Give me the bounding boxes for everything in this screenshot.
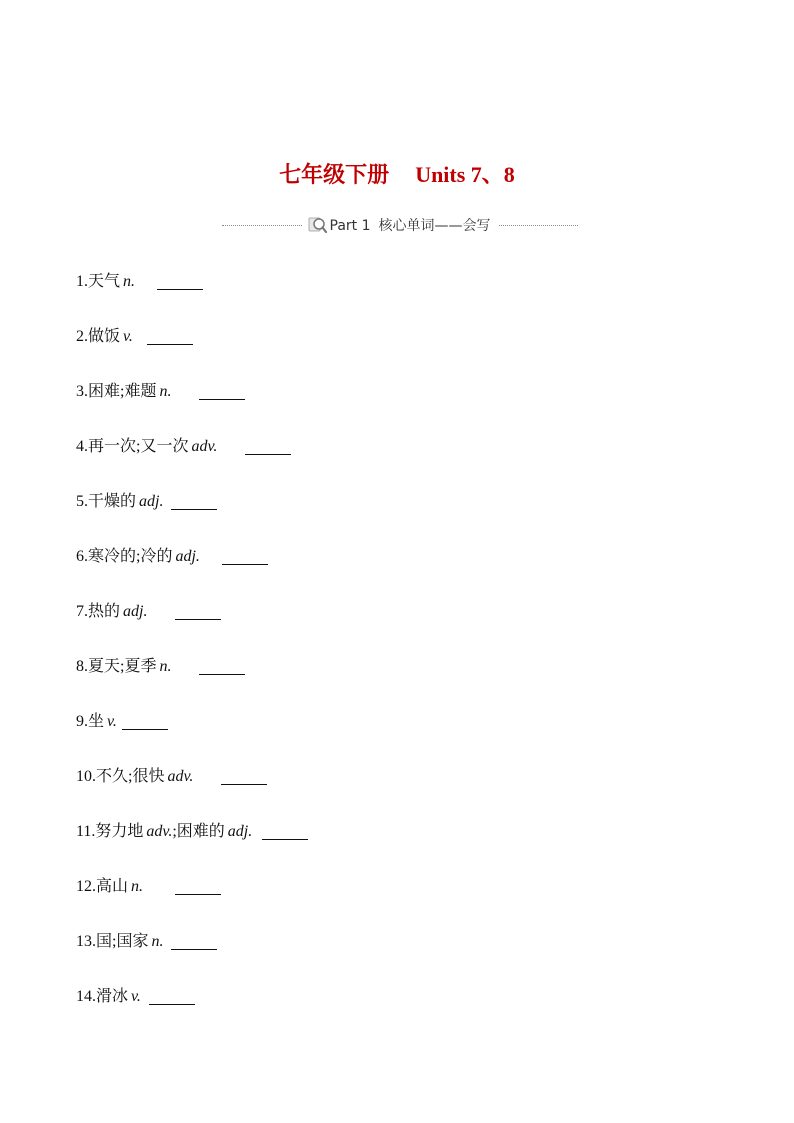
question-number: 12. (76, 878, 96, 895)
answer-blank[interactable] (175, 605, 221, 620)
question-item (76, 271, 203, 293)
answer-blank[interactable] (199, 660, 245, 675)
question-text: 寒冷的;冷的 (88, 548, 173, 565)
magnifier-icon (306, 214, 328, 236)
part-of-speech: n. (159, 383, 172, 400)
question-text: 做饭 (88, 328, 121, 345)
question-item (76, 656, 245, 678)
question-item (76, 436, 291, 458)
question-item (76, 986, 195, 1008)
divider-right (499, 225, 579, 226)
question-item (76, 491, 217, 513)
question-number: 1. (76, 273, 88, 290)
question-text: 坐 (88, 713, 105, 730)
part-of-speech: adv. (191, 438, 218, 455)
question-item (76, 766, 267, 788)
question-text: 国;国家 (96, 933, 149, 950)
answer-blank[interactable] (149, 990, 195, 1005)
question-item (76, 546, 268, 568)
answer-blank[interactable] (222, 550, 268, 565)
question-text: 干燥的 (88, 493, 137, 510)
part-of-speech-2: adj. (227, 823, 253, 840)
answer-blank[interactable] (171, 935, 217, 950)
question-item (76, 711, 168, 733)
answer-blank[interactable] (262, 825, 308, 840)
question-number: 2. (76, 328, 88, 345)
answer-blank[interactable] (245, 440, 291, 455)
answer-blank[interactable] (221, 770, 267, 785)
part-of-speech: n. (151, 933, 164, 950)
question-text: 热的 (88, 603, 121, 620)
title-units: Units 7、8 (415, 162, 515, 187)
section-header (222, 214, 578, 236)
part-of-speech: v. (131, 988, 141, 1005)
page-title (0, 158, 794, 189)
part-of-speech: v. (107, 713, 117, 730)
question-item (76, 601, 221, 623)
question-number: 10. (76, 768, 96, 785)
question-number: 11. (76, 823, 96, 840)
part-of-speech: adj. (123, 603, 148, 620)
answer-blank[interactable] (171, 495, 217, 510)
question-number: 6. (76, 548, 88, 565)
question-number: 5. (76, 493, 88, 510)
question-item (76, 821, 308, 843)
part-of-speech: n. (123, 273, 136, 290)
part-of-speech: v. (123, 328, 133, 345)
part-of-speech: n. (159, 658, 172, 675)
part-of-speech: n. (131, 878, 144, 895)
answer-blank[interactable] (147, 330, 193, 345)
part-number: Part 1 (329, 218, 371, 234)
question-item (76, 326, 193, 348)
part-of-speech: adv. (146, 823, 173, 840)
question-text: 努力地 (95, 823, 144, 840)
title-grade: 七年级下册 (279, 162, 390, 187)
question-number: 7. (76, 603, 88, 620)
question-text-2: ;困难的 (172, 823, 225, 840)
answer-blank[interactable] (199, 385, 245, 400)
question-number: 13. (76, 933, 96, 950)
question-text: 滑冰 (96, 988, 129, 1005)
part-of-speech: adv. (167, 768, 194, 785)
question-number: 14. (76, 988, 96, 1005)
question-number: 9. (76, 713, 88, 730)
question-item (76, 381, 245, 403)
answer-blank[interactable] (175, 880, 221, 895)
section-label (330, 215, 491, 235)
answer-blank[interactable] (157, 275, 203, 290)
question-number: 8. (76, 658, 88, 675)
question-text: 不久;很快 (96, 768, 165, 785)
question-item (76, 931, 217, 953)
question-text: 夏天;夏季 (88, 658, 157, 675)
question-text: 天气 (88, 273, 121, 290)
question-text: 高山 (96, 878, 129, 895)
answer-blank[interactable] (122, 715, 168, 730)
part-of-speech: adj. (175, 548, 200, 565)
part-title: 核心单词——会写 (378, 218, 491, 234)
question-item (76, 876, 221, 898)
divider-left (222, 225, 302, 226)
part-of-speech: adj. (139, 493, 164, 510)
question-text: 再一次;又一次 (88, 438, 189, 455)
question-text: 困难;难题 (88, 383, 157, 400)
question-number: 3. (76, 383, 88, 400)
question-number: 4. (76, 438, 88, 455)
